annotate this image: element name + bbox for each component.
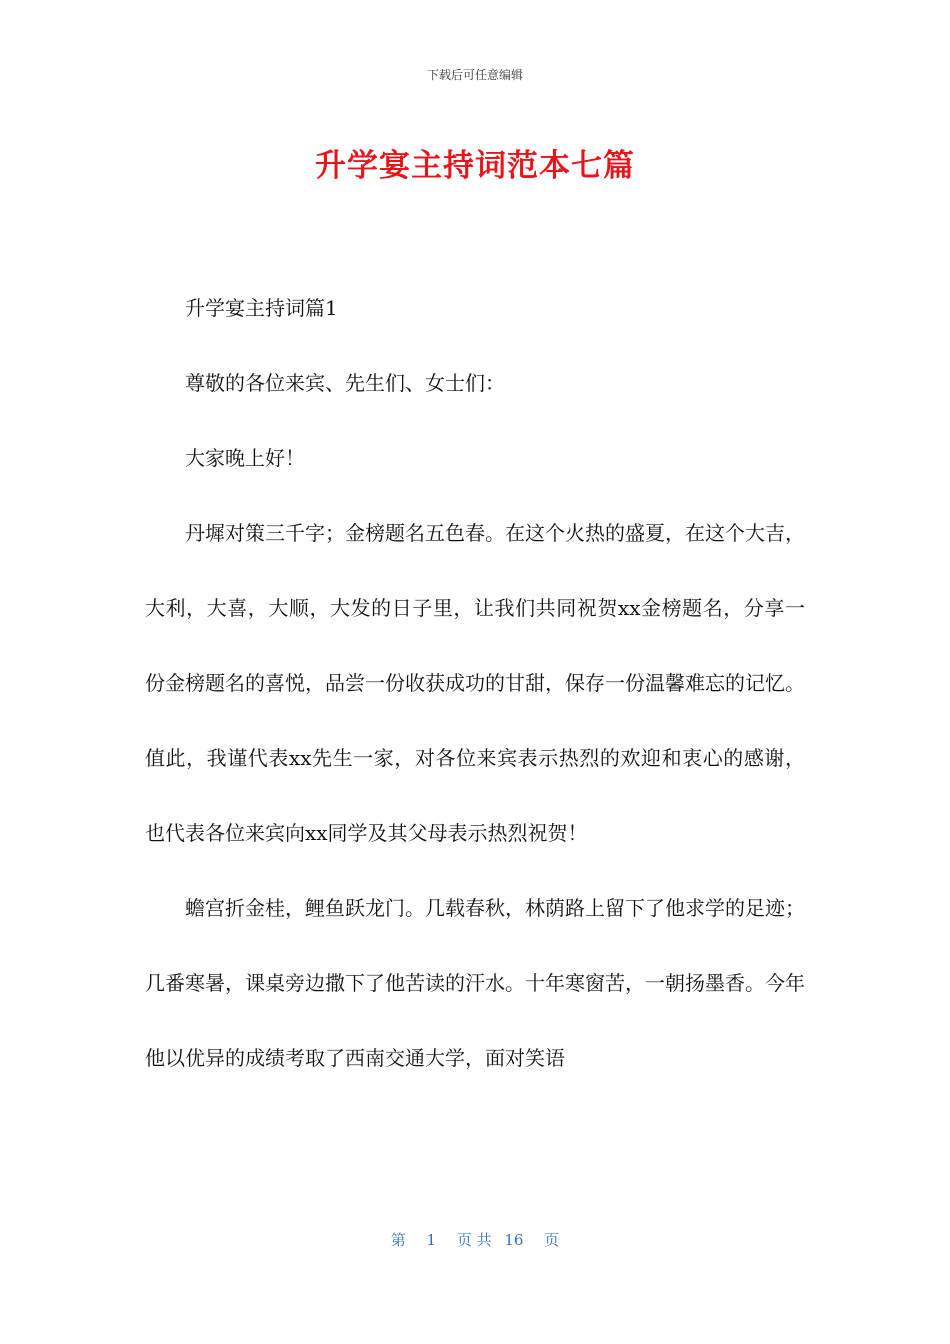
document-title: 升学宴主持词范本七篇 — [315, 148, 635, 184]
footer-end-label: 页 — [544, 1231, 560, 1249]
footer-of-label: 页 共 — [456, 1231, 492, 1249]
section-heading: 升学宴主持词篇1 — [185, 296, 338, 320]
document-body — [145, 271, 805, 1096]
body-paragraph: 丹墀对策三千字；金榜题名五色春。在这个火热的盛夏，在这个大吉，大利，大喜，大顺，大发的日子里，让我们共同祝贺xx金榜题名，分享一份金榜题名的喜悦，品尝一份收获成功的甘甜，保存一份温馨难忘的记忆。值此，我谨代表xx先生一家，对各位来宾表示热烈的欢迎和衷心的感谢，也代表各位来宾向xx同学及其父母表示热烈祝贺！ — [145, 521, 805, 845]
header-note: 下载后可任意编辑 — [426, 68, 523, 82]
greeting-paragraph: 大家晚上好！ — [185, 446, 305, 470]
footer-current-page: 1 — [426, 1231, 437, 1249]
footer-page-label: 第 — [390, 1231, 406, 1249]
footer-total-pages: 16 — [504, 1231, 524, 1249]
salutation-paragraph: 尊敬的各位来宾、先生们、女士们： — [185, 371, 505, 395]
page-footer — [0, 1229, 950, 1250]
body-paragraph: 蟾宫折金桂，鲤鱼跃龙门。几载春秋，林荫路上留下了他求学的足迹；几番寒暑，课桌旁边撒下了他苦读的汗水。十年寒窗苦，一朝扬墨香。今年他以优异的成绩考取了西南交通大学，面对笑语 — [145, 896, 805, 1070]
